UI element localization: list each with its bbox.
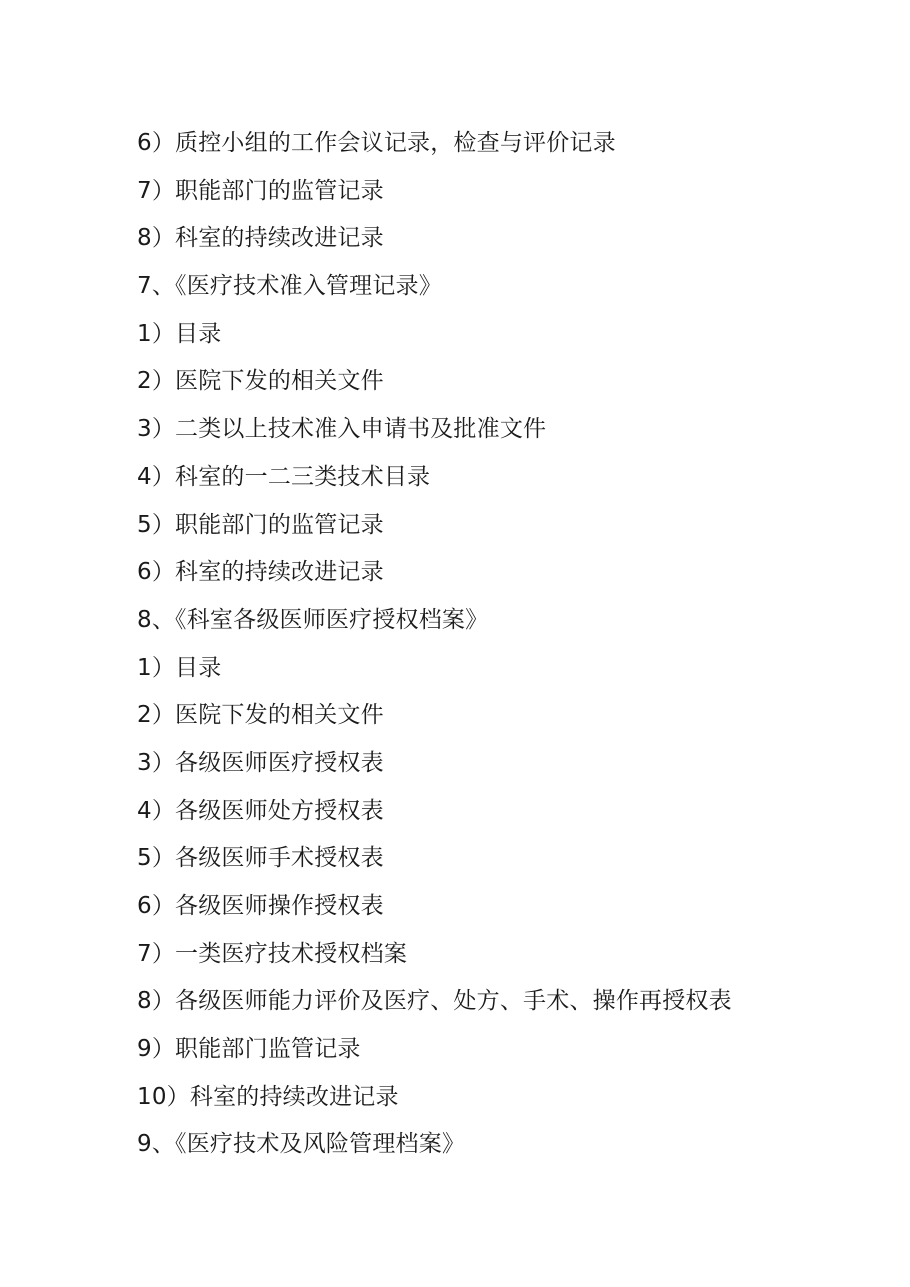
text-line: 2）医院下发的相关文件 xyxy=(137,368,384,395)
text-line: 6）科室的持续改进记录 xyxy=(137,559,384,586)
text-line: 3）二类以上技术准入申请书及批准文件 xyxy=(137,416,547,443)
text-line: 5）各级医师手术授权表 xyxy=(137,845,384,872)
text-line: 1）目录 xyxy=(137,654,222,681)
text-line: 10）科室的持续改进记录 xyxy=(137,1083,399,1110)
text-line: 8）科室的持续改进记录 xyxy=(137,225,384,252)
text-line: 7）一类医疗技术授权档案 xyxy=(137,940,408,967)
text-line: 9）职能部门监管记录 xyxy=(137,1036,361,1063)
section-heading: 7、《医疗技术准入管理记录》 xyxy=(137,273,442,300)
text-line: 6）质控小组的工作会议记录，检查与评价记录 xyxy=(137,130,616,156)
text-line: 8）各级医师能力评价及医疗、处方、手术、操作再授权表 xyxy=(137,988,732,1015)
text-line: 7）职能部门的监管记录 xyxy=(137,177,384,204)
text-line: 5）职能部门的监管记录 xyxy=(137,511,384,538)
text-line: 4）各级医师处方授权表 xyxy=(137,797,384,824)
section-heading: 9、《医疗技术及风险管理档案》 xyxy=(137,1131,466,1158)
text-line: 4）科室的一二三类技术目录 xyxy=(137,463,431,490)
text-line: 1）目录 xyxy=(137,320,222,347)
text-line: 6）各级医师操作授权表 xyxy=(137,893,384,919)
text-line: 3）各级医师医疗授权表 xyxy=(137,749,384,776)
section-heading: 8、《科室各级医师医疗授权档案》 xyxy=(137,606,489,633)
document-text-list xyxy=(137,120,732,1169)
text-line: 2）医院下发的相关文件 xyxy=(137,702,384,729)
